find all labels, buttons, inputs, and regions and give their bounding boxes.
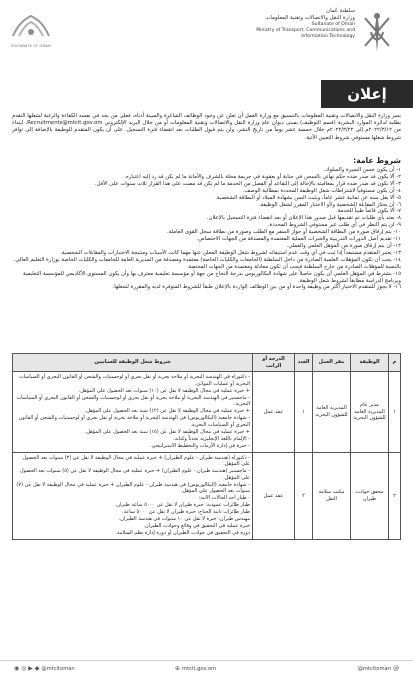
requirement-line: - الإلمام باللغة الإنجليزية تحدثاً وكتابة. (173, 435, 250, 442)
requirement-line: + خبرة عملية في مجال الوظيفة لا تقل عن (١٠) سنوات بعد الحصول على المؤهل. (78, 387, 250, 394)
job-count: ٢ (295, 452, 313, 540)
job-grade: عقد عمل (253, 452, 295, 540)
social-handle-text: @mtcitoman (41, 665, 75, 672)
requirement-line: مهندس طيران: خبرة لا تقل عن ١٠ سنوات في هندسة الطيران. (118, 516, 250, 523)
condition-item: ٦- أن يجتاز المقابلة الشخصية و/أو الاختبار المقرر لشغل الوظيفة. (258, 201, 401, 208)
condition-item: ٧- ألا يكون قائماً طبياً للخدمة. (336, 208, 401, 215)
globe-icon: ⊕ (175, 665, 181, 672)
khanjar-emblem-icon (361, 8, 393, 56)
condition-item: ١٢- أن يتم إرفاق صورة من المؤهل العلمي والعملي. (286, 242, 401, 249)
website-text: mtcit.gov.om (182, 665, 217, 672)
conditions-list (12, 167, 401, 291)
row-number: ١ (389, 372, 401, 453)
job-count: ١ (295, 372, 313, 453)
requirement-line: طيار طائرات عمودية: خبرة طيران لا تقل عن ٥٠٠٠ ساعة طيران. (114, 502, 250, 509)
condition-item: ١٣- يعتبر المتقدم مستبعداً إذا ثبت في أي وقت عدم استيفائه لشروط شغل الوظيفة المعلن عنها مهما كانت الأسباب ومنتيجة الاختبارات والمقابلات الشخصية. (60, 249, 401, 256)
jobs-table (12, 353, 401, 540)
condition-item: ١٤- يجب أن تكون المؤهلات العلمية الصادرة من داخل السلطنة (الجامعات والكليات الخاصة) معتمدة ومصدقة من المديرية العامة للجامعات والكليات الخاصة بوزارة التعليم العالي. بالنسبة للمؤهلات الصادرة من خارج السلطنة فيجب أن تكون معادلة ومعتمدة من الجهات المختصة. (13, 256, 401, 270)
column-header-grade: الدرجة أو الراتب (253, 354, 295, 372)
column-header-number: م (389, 354, 401, 372)
conditions-heading: شروط عامة: (353, 156, 401, 165)
requirement-line: طيار طائرات ثابتة الجناح: خبرة طيران لا تقل عن ٥٠٠٠ ساعة. (121, 509, 250, 516)
condition-item: ١٥- يشترط في المؤهل العلمي أن يكون حاصلاً على شهادة البكالوريوس بدرجة النجاح من جهة أو مؤسسة تعليمية معترف بها وأن يكون المستوى الأكاديمي للمؤسسة التعليمية وبرنامج الدراسة مطابقاً لشروط شغل الوظيفة. (23, 270, 401, 284)
table-header-row (13, 354, 401, 372)
condition-item: ٩- لن يتم النظر في أي طلب غير مستوفي الشروط المحددة. (267, 222, 401, 229)
requirement-line: - خبرة في إدارة الأزمات والتخطيط الاستراتيجي. (150, 442, 250, 449)
requirement-line: - دكتوراه في الهندسة البحرية أو ملاحة بحرية أو نقل بحري أو لوجستيات والشحن أو القانون البحري أو السياسات البحرية أو عمليات الموانئ. (18, 374, 250, 387)
column-header-job: الوظيفة (351, 354, 389, 372)
social-icons: ◉ ◎ ▶ ◆ (14, 665, 40, 672)
ministry-en-line-2: Ministry of Transport, Communications and (256, 27, 355, 33)
intro-paragraph: يسر وزارة النقل والاتصالات وتقنية المعلومات بالتنسيق مع وزارة العمل أن تعلن عن وجود الوظائف الشاغرة والمبينة أدناه، فعلى من يجد في نفسه الكفاءة والرغبة لشغلها التقدم بطلبه لدائرة الموارد البشرية (قسم التوظيف) بمبنى ديوان عام وزارة النقل والاتصالات وتقنية المعلومات أو من خلال البريد الإلكتروني Recruitments@mtcit.gov.om، ابتداء من ٢٠٢٢/٣/١٢م إلى ٢٠٢٢/٣/٢٢م خلال خمسة عشر يوماً من تاريخ النشر، ولن يتم قبول الطلبات بعد انقضاء فترة التسجيل. على أن يكون المتقدم للوظيفة بالإضافة إلى توافر شروط شغلها مستوفي شروط التعيين الآتية. (12, 113, 401, 141)
table-row (13, 452, 401, 540)
condition-item: ٥- ألا يقل سنه عن ثمانية عشر عاماً، ويثبت السن بشهادة الميلاد أو البطاقة الشخصية. (215, 194, 401, 201)
requirement-line: - دكتوراه (هندسة طيران - علوم الطيران) + خبرة عملية في مجال الوظيفة لا تقل عن (٣) سنوات بعد الحصول على المؤهل. (22, 454, 250, 468)
ministry-en-line-1: Sultanate of Oman (311, 22, 355, 27)
condition-item: ١٠- يتم إرفاق صورة من البطاقة الشخصية أو جواز السفر مع الطلب وصورة من بطاقة سجل القوى العاملة. (166, 229, 401, 236)
requirement-line: دورة في التحقيق في حوادث الطيران أو دورة إدارة نظم السلامة. (115, 530, 250, 537)
announcement-title: إعلان (321, 80, 413, 108)
job-requirements (13, 372, 253, 453)
column-header-requirements: شروط شغل الوظيفة للعمانيين (13, 354, 253, 372)
column-header-count: العدد (295, 354, 313, 372)
requirement-line: - شهادة جامعية (البكالوريوس) في هندسة طيران - علوم الطيران + خبرة عملية في مجال الوظيفة لا تقل عن (٧) سنوات بعد الحصول على المؤهل. (16, 481, 250, 495)
condition-item: ٢- ألا يكون قد صدر ضده حكم نهائي بالسجن في جناية أو بعقوبة في جريمة مخلة بالشرف والأمانة ما لم يكن قد رد إليه اعتباره. (124, 173, 401, 180)
table-row (13, 372, 401, 453)
ministry-header (0, 0, 413, 78)
job-requirements (13, 452, 253, 540)
requirement-line: - ماجستير في الهندسة البحرية أو ملاحة بحرية أو نقل بحري أو لوجستيات والشحن أو القانون البحري أو السياسات البحرية. (16, 394, 250, 408)
page-footer (0, 660, 413, 675)
requirement-line: + خبرة عملية في مجال الوظيفة لا تقل عن (١٥) سنة بعد الحصول على المؤهل. (84, 428, 250, 435)
social-handle[interactable] (14, 665, 75, 672)
requirement-line: - طيار أحد الحالات الآتية: (198, 495, 250, 502)
condition-item: ١- أن يكون حسن السيرة والسلوك. (323, 167, 401, 173)
logo-caption: SULTANATE OF OMAN (11, 44, 51, 48)
requirement-line: - شهادة جامعية (البكالوريوس) في الهندسة البحرية أو ملاحة بحرية أو نقل بحري أو لوجستيات والشحن أو القانون البحري أو السياسات البحرية. (18, 415, 250, 428)
condition-item: ١٦- لا يجوز للمتقدم الاختيار أكثر من وظيفة واحدة أو من بين الوظائف الواردة بالإعلان طبقاً للشروط المتوفرة لديه والمقررة لشغلها. (112, 284, 401, 291)
column-header-workplace: مقر العمل (313, 354, 351, 372)
oman-logo (4, 10, 58, 48)
social-handle-text: @mtcitoman (357, 665, 391, 672)
website-link[interactable] (175, 665, 216, 672)
requirement-line: + خبرة عملية في مجال الوظيفة لا تقل عن (١٢) سنة بعد الحصول على المؤهل. (84, 408, 250, 415)
ministry-en-line-3: Information Technology (301, 33, 355, 39)
requirement-line: خبرة عملية في التحقيق في وقائع وحوادث الطيران. (143, 523, 250, 530)
job-title: مدير عام المديرية العامة للشؤون البحرية (351, 372, 389, 453)
condition-item: ٤- أن يكون مستوفياً لاشتراطات شغل الوظيفة المحددة بمطالبة الوصف. (243, 187, 401, 194)
job-title: محقق حوادث طيران (351, 452, 389, 540)
workplace: المديرية العامة للشؤون البحرية (313, 372, 351, 453)
condition-item: ١١- تقديم أصل الدورات التدريبية والخبرات العملية المعتمدة والمصدقة من الجهات الاختصاص. (196, 236, 401, 243)
oman-logo-icon (4, 10, 58, 42)
social-handle-right[interactable] (358, 665, 399, 672)
at-icon: @ (393, 665, 399, 672)
ministry-ar-line-1: سلطنة عُمان (326, 8, 355, 14)
row-number: ٢ (389, 452, 401, 540)
ministry-name (185, 8, 355, 39)
job-grade: عقد عمل (253, 372, 295, 453)
condition-item: ٨- يعتد بأي طلبات تم تقديمها قبل صدور هذا الإعلان أو بعد انقضاء فترة التسجيل بالإعلان. (206, 215, 401, 222)
condition-item: ٣- ألا يكون قد صدر ضده قرار بمعاقبته بالإحالة إلى التقاعد أو الفصل من الخدمة ما لم يكن قد مضت على هذا القرار ثلاث سنوات على الأقل. (94, 180, 401, 187)
ministry-ar-line-2: وزارة النقل والاتصالات وتقنية المعلومات (265, 15, 355, 21)
requirement-line: - ماجستير (هندسة طيران - علوم الطيران) + خبرة عملية في مجال الوظيفة لا تقل عن (٥) سنوات بعد الحصول على المؤهل. (20, 468, 250, 481)
workplace: مكتب سلامة النقل (313, 452, 351, 540)
